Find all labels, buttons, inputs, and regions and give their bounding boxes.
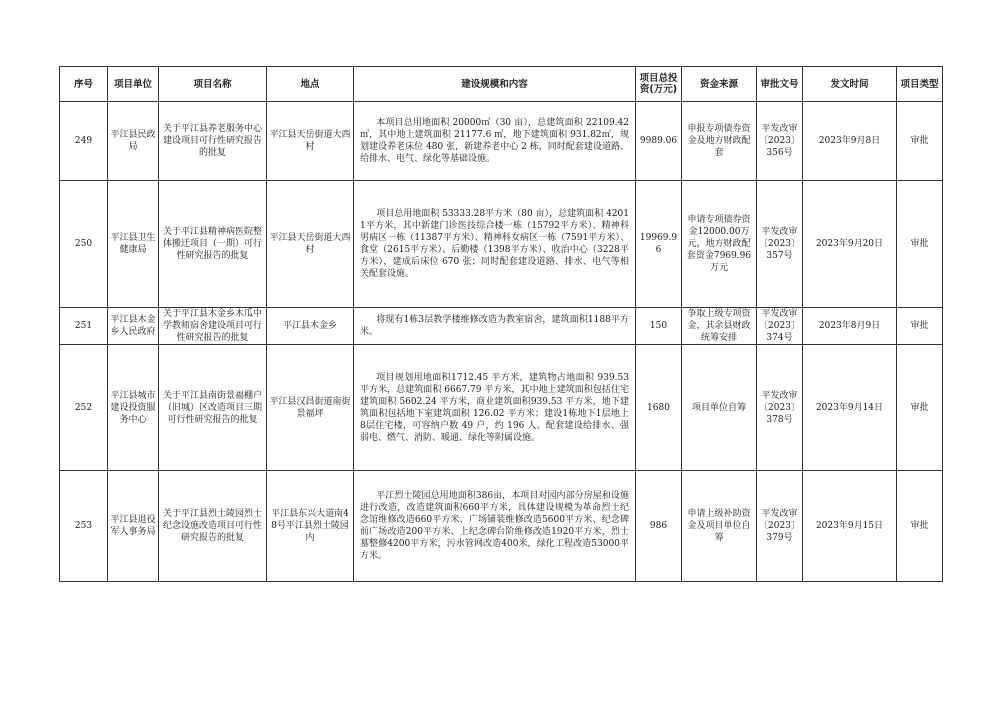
cell-approval: 平发改审〔2023〕374号: [757, 308, 803, 345]
col-header-unit: 项目单位: [108, 67, 159, 102]
cell-location: 平江县东兴大道南48号平江县烈士陵园内: [267, 471, 354, 582]
cell-location: 平江县木金乡: [267, 308, 354, 345]
col-header-date: 发文时间: [803, 67, 897, 102]
cell-date: 2023年9月20日: [803, 181, 897, 308]
cell-date: 2023年8月9日: [803, 308, 897, 345]
cell-investment: 986: [636, 471, 682, 582]
cell-no: 251: [60, 308, 108, 345]
cell-unit: 平江县卫生健康局: [108, 181, 159, 308]
cell-unit: 平江县城市建设投资服务中心: [108, 345, 159, 471]
cell-name: 关于平江县木金乡木瓜中学教师宿舍建设项目可行性研究报告的批复: [159, 308, 267, 345]
cell-unit: 平江县民政局: [108, 102, 159, 181]
cell-content: 平江烈士陵园总用地面积386亩，本项目对园内部分房屋和设施进行改造，改造建筑面积660平方米，具体建设规模为革命烈士纪念馆维修改造660平方米、广场铺装维修改造5600平方米、纪念碑前广场改造200平方米、上纪念碑台阶维修改造1920平方米，烈士墓整修4200平方米，污水管网改造400米，绿化工程改造53000平方米。: [354, 471, 636, 582]
col-header-no: 序号: [60, 67, 108, 102]
col-header-investment: 项目总投资(万元): [636, 67, 682, 102]
cell-date: 2023年9月8日: [803, 102, 897, 181]
cell-funding: 申报专项债券资金及地方财政配套: [682, 102, 757, 181]
cell-unit: 平江县退役军人事务局: [108, 471, 159, 582]
project-approval-table: [59, 66, 943, 582]
cell-content: 本项目总用地面积 20000㎡（30 亩），总建筑面积 22109.42㎡，其中地上建筑面积 21177.6 ㎡，地下建筑面积 931.82㎡，规划建设养老床位 480 张，新建养老中心 2 栋，同时配套建设道路、给排水、电气、绿化等基础设施。: [354, 102, 636, 181]
cell-unit: 平江县木金乡人民政府: [108, 308, 159, 345]
cell-date: 2023年9月14日: [803, 345, 897, 471]
col-header-name: 项目名称: [159, 67, 267, 102]
cell-approval: 平发改审〔2023〕378号: [757, 345, 803, 471]
col-header-type: 项目类型: [897, 67, 943, 102]
cell-name: 关于平江县精神病医院整体搬迁项目（一期）可行性研究报告的批复: [159, 181, 267, 308]
cell-approval: 平发改审〔2023〕356号: [757, 102, 803, 181]
cell-name: 关于平江县烈士陵园烈士纪念设施改造项目可行性研究报告的批复: [159, 471, 267, 582]
table-row: [60, 471, 943, 582]
table-row: [60, 181, 943, 308]
cell-no: 250: [60, 181, 108, 308]
cell-funding: 争取上级专项资金，其余县财政统筹安排: [682, 308, 757, 345]
cell-content: 项目总用地面积 53333.28平方米（80 亩），总建筑面积 42011平方米，其中新建门诊医技综合楼一栋（15792平方米）、精神科男病区一栋（11387平方米）、精神科女病区一栋（7591平方米）、食堂（2615平方米）、后勤楼（1398平方米）、收治中心（3228平方米），建成后床位 670 张；同时配套建设道路、排水、电气等相关配套设施。: [354, 181, 636, 308]
cell-investment: 19969.96: [636, 181, 682, 308]
cell-type: 审批: [897, 308, 943, 345]
cell-date: 2023年9月15日: [803, 471, 897, 582]
cell-content: 将现有1栋3层教学楼维修改造为教室宿舍，建筑面积1188平方米。: [354, 308, 636, 345]
table-row: [60, 308, 943, 345]
cell-funding: 项目单位自筹: [682, 345, 757, 471]
cell-no: 252: [60, 345, 108, 471]
cell-investment: 150: [636, 308, 682, 345]
cell-location: 平江县天岳街道大西村: [267, 102, 354, 181]
col-header-funding: 资金来源: [682, 67, 757, 102]
table-row: [60, 102, 943, 181]
cell-approval: 平发改审〔2023〕357号: [757, 181, 803, 308]
cell-type: 审批: [897, 181, 943, 308]
table-row: [60, 345, 943, 471]
cell-type: 审批: [897, 345, 943, 471]
cell-no: 253: [60, 471, 108, 582]
cell-funding: 申请上级补助资金及项目单位自筹: [682, 471, 757, 582]
col-header-location: 地点: [267, 67, 354, 102]
col-header-approval: 审批文号: [757, 67, 803, 102]
cell-investment: 1680: [636, 345, 682, 471]
cell-location: 平江县天岳街道大西村: [267, 181, 354, 308]
col-header-content: 建设规模和内容: [354, 67, 636, 102]
cell-no: 249: [60, 102, 108, 181]
cell-approval: 平发改审〔2023〕379号: [757, 471, 803, 582]
cell-type: 审批: [897, 471, 943, 582]
cell-content: 项目规划用地面积1712.45 平方米，建筑物占地面积 939.53 平方米，总建筑面积 6667.79 平方米，其中地上建筑面积包括住宅建筑面积 5602.24 平方米，商业建筑面积939.53 平方米，地下建筑面积包括地下室建筑面积 126.02 平方米；建设1栋地下1层地上8层住宅楼，可容纳户数 49 户，约 196 人。配套建设给排水、强弱电、燃气、消防、暖通、绿化等附属设施。: [354, 345, 636, 471]
cell-investment: 9989.06: [636, 102, 682, 181]
cell-name: 关于平江县养老服务中心建设项目可行性研究报告的批复: [159, 102, 267, 181]
cell-type: 审批: [897, 102, 943, 181]
header-row: [60, 67, 943, 102]
cell-funding: 申请专项债券资金12000.00万元，地方财政配套资金7969.96 万元: [682, 181, 757, 308]
document-sheet: [59, 66, 943, 582]
cell-name: 关于平江县南街景福棚户（旧城）区改造项目三期可行性研究报告的批复: [159, 345, 267, 471]
cell-location: 平江县汉昌街道南街景福坪: [267, 345, 354, 471]
